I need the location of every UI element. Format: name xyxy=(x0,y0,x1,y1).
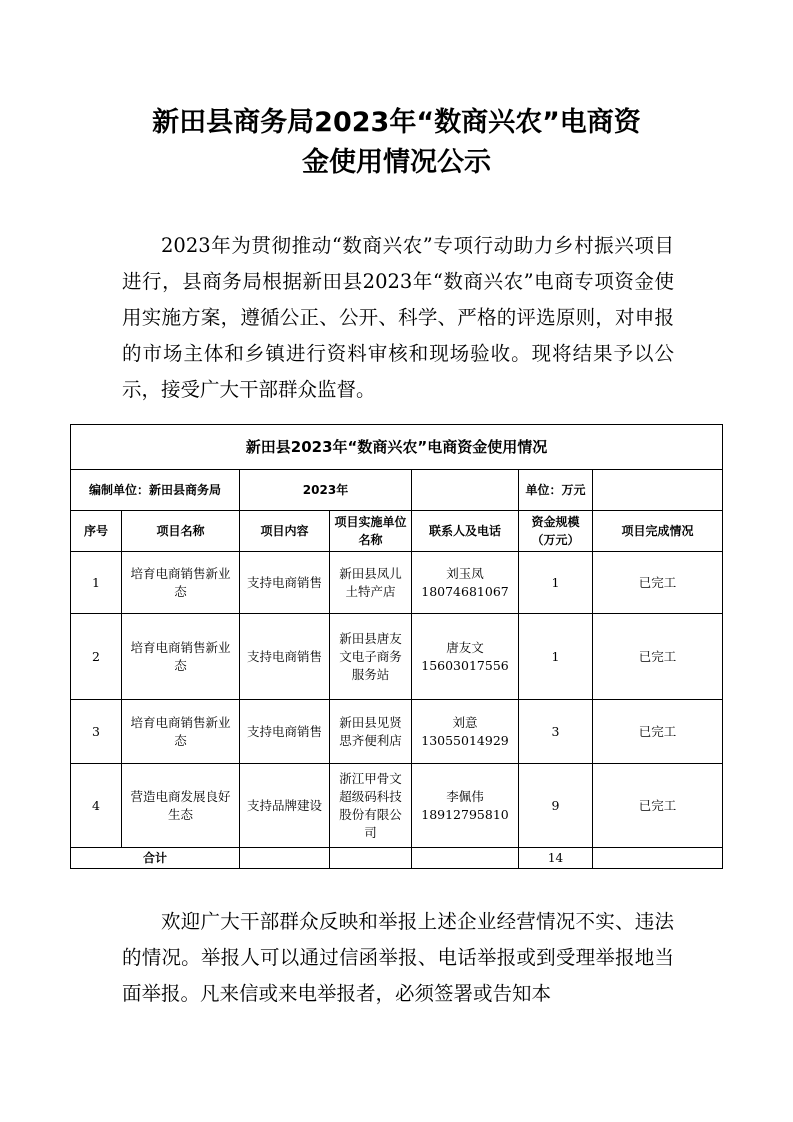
col-header-org: 项目实施单位名称 xyxy=(330,511,412,552)
empty-cell xyxy=(330,848,412,869)
row-no: 4 xyxy=(71,764,122,848)
row-contact xyxy=(412,552,519,614)
contact-name: 刘玉凤 xyxy=(446,565,484,581)
col-header-name: 项目名称 xyxy=(122,511,240,552)
page-title-line1: 新田县商务局2023年“数商兴农”电商资 xyxy=(152,107,641,138)
empty-cell xyxy=(412,470,519,511)
total-row xyxy=(71,848,723,869)
row-content: 支持电商销售 xyxy=(240,614,330,700)
row-content: 支持电商销售 xyxy=(240,552,330,614)
table-row xyxy=(71,764,723,848)
row-org: 新田县凤儿土特产店 xyxy=(330,552,412,614)
row-no: 1 xyxy=(71,552,122,614)
empty-cell xyxy=(412,848,519,869)
row-name: 培育电商销售新业态 xyxy=(122,700,240,764)
row-org: 浙江甲骨文超级码科技股份有限公司 xyxy=(330,764,412,848)
closing-paragraph: 欢迎广大干部群众反映和举报上述企业经营情况不实、违法的情况。举报人可以通过信函举报、电话举报或到受理举报地当面举报。凡来信或来电举报者，必须签署或告知本 xyxy=(122,910,674,1005)
row-name: 营造电商发展良好生态 xyxy=(122,764,240,848)
row-content: 支持电商销售 xyxy=(240,700,330,764)
contact-phone: 18912795810 xyxy=(421,806,509,822)
intro-paragraph: 2023年为贯彻推动“数商兴农”专项行动助力乡村振兴项目进行，县商务局根据新田县2023年“数商兴农”电商专项资金使用实施方案，遵循公正、公开、科学、严格的评选原则，对申报的市场主体和乡镇进行资料审核和现场验收。现将结果予以公示，接受广大干部群众监督。 xyxy=(122,234,674,401)
row-amount: 1 xyxy=(519,552,593,614)
col-header-contact: 联系人及电话 xyxy=(412,511,519,552)
row-amount: 9 xyxy=(519,764,593,848)
col-header-no: 序号 xyxy=(71,511,122,552)
empty-cell xyxy=(240,848,330,869)
page-title-line2: 金使用情况公示 xyxy=(302,147,491,178)
col-header-amount: 资金规模（万元） xyxy=(519,511,593,552)
row-name: 培育电商销售新业态 xyxy=(122,614,240,700)
row-contact xyxy=(412,764,519,848)
row-contact xyxy=(412,614,519,700)
row-no: 3 xyxy=(71,700,122,764)
table-title: 新田县2023年“数商兴农”电商资金使用情况 xyxy=(71,425,723,470)
row-org: 新田县唐友文电子商务服务站 xyxy=(330,614,412,700)
row-status: 已完工 xyxy=(593,764,723,848)
col-header-status: 项目完成情况 xyxy=(593,511,723,552)
contact-name: 刘意 xyxy=(452,714,478,730)
empty-cell xyxy=(593,470,723,511)
row-content: 支持品牌建设 xyxy=(240,764,330,848)
contact-phone: 18074681067 xyxy=(421,583,509,599)
contact-phone: 15603017556 xyxy=(421,657,509,673)
col-header-content: 项目内容 xyxy=(240,511,330,552)
row-amount: 1 xyxy=(519,614,593,700)
table-unit: 单位：万元 xyxy=(519,470,593,511)
table-year: 2023年 xyxy=(240,470,412,511)
total-label: 合计 xyxy=(71,848,240,869)
row-name: 培育电商销售新业态 xyxy=(122,552,240,614)
row-amount: 3 xyxy=(519,700,593,764)
table-row xyxy=(71,552,723,614)
funding-table xyxy=(70,424,723,869)
contact-name: 唐友文 xyxy=(446,639,484,655)
row-no: 2 xyxy=(71,614,122,700)
contact-phone: 13055014929 xyxy=(421,732,509,748)
contact-name: 李佩伟 xyxy=(446,788,484,804)
unit-org: 编制单位：新田县商务局 xyxy=(71,470,240,511)
row-contact xyxy=(412,700,519,764)
table-row xyxy=(71,700,723,764)
row-status: 已完工 xyxy=(593,614,723,700)
total-amount: 14 xyxy=(519,848,593,869)
empty-cell xyxy=(593,848,723,869)
table-row xyxy=(71,614,723,700)
row-status: 已完工 xyxy=(593,552,723,614)
row-status: 已完工 xyxy=(593,700,723,764)
row-org: 新田县见贤思齐便利店 xyxy=(330,700,412,764)
